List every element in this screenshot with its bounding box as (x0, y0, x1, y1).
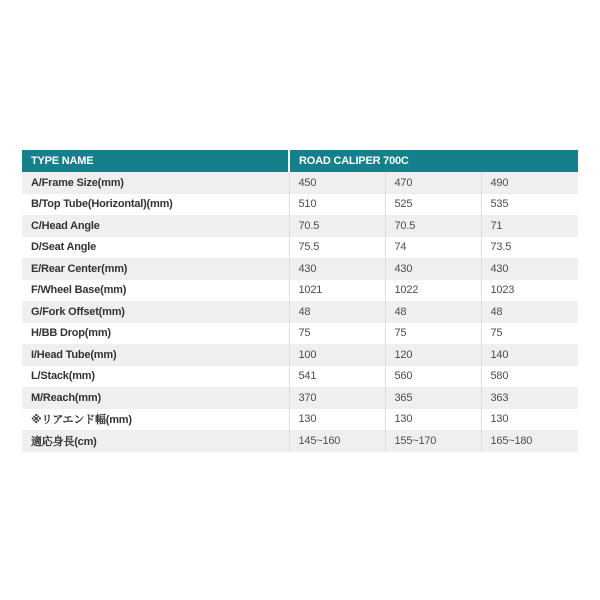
spec-table (22, 150, 578, 452)
spec-row (22, 344, 578, 366)
spec-row (22, 280, 578, 302)
spec-cell-value: 370 (289, 387, 385, 409)
spec-row-label: ※リアエンド幅(mm) (22, 409, 289, 431)
spec-row-label: F/Wheel Base(mm) (22, 280, 289, 302)
spec-cell-value: 470 (385, 172, 481, 194)
spec-row (22, 366, 578, 388)
spec-cell-value: 48 (481, 301, 578, 323)
spec-cell-value: 74 (385, 237, 481, 259)
spec-cell-value: 430 (481, 258, 578, 280)
spec-cell-value: 120 (385, 344, 481, 366)
spec-row-label: B/Top Tube(Horizontal)(mm) (22, 194, 289, 216)
spec-cell-value: 430 (385, 258, 481, 280)
spec-row (22, 409, 578, 431)
spec-cell-value: 70.5 (289, 215, 385, 237)
spec-row-label: C/Head Angle (22, 215, 289, 237)
header-cell-type-name: TYPE NAME (22, 150, 289, 172)
spec-row-label: A/Frame Size(mm) (22, 172, 289, 194)
spec-row-label: L/Stack(mm) (22, 366, 289, 388)
spec-cell-value: 75 (385, 323, 481, 345)
spec-cell-value: 365 (385, 387, 481, 409)
spec-row (22, 430, 578, 452)
spec-row (22, 323, 578, 345)
spec-cell-value: 430 (289, 258, 385, 280)
spec-row-label: G/Fork Offset(mm) (22, 301, 289, 323)
spec-cell-value: 100 (289, 344, 385, 366)
spec-cell-value: 165~180 (481, 430, 578, 452)
spec-cell-value: 560 (385, 366, 481, 388)
spec-cell-value: 130 (289, 409, 385, 431)
spec-table-head (22, 150, 578, 172)
spec-row (22, 194, 578, 216)
spec-cell-value: 510 (289, 194, 385, 216)
spec-row (22, 301, 578, 323)
spec-cell-value: 140 (481, 344, 578, 366)
spec-cell-value: 1023 (481, 280, 578, 302)
spec-cell-value: 130 (385, 409, 481, 431)
spec-cell-value: 75 (481, 323, 578, 345)
spec-row-label: M/Reach(mm) (22, 387, 289, 409)
spec-row-label: 適応身長(cm) (22, 430, 289, 452)
spec-cell-value: 75 (289, 323, 385, 345)
spec-row (22, 237, 578, 259)
spec-cell-value: 535 (481, 194, 578, 216)
spec-row (22, 215, 578, 237)
spec-row-label: H/BB Drop(mm) (22, 323, 289, 345)
spec-cell-value: 541 (289, 366, 385, 388)
spec-header-row (22, 150, 578, 172)
header-cell-model: ROAD CALIPER 700C (289, 150, 578, 172)
spec-cell-value: 1022 (385, 280, 481, 302)
spec-row-label: D/Seat Angle (22, 237, 289, 259)
spec-cell-value: 48 (289, 301, 385, 323)
spec-row (22, 172, 578, 194)
spec-row-label: I/Head Tube(mm) (22, 344, 289, 366)
spec-cell-value: 75.5 (289, 237, 385, 259)
spec-row (22, 258, 578, 280)
spec-cell-value: 70.5 (385, 215, 481, 237)
spec-row-label: E/Rear Center(mm) (22, 258, 289, 280)
spec-cell-value: 130 (481, 409, 578, 431)
spec-cell-value: 145~160 (289, 430, 385, 452)
spec-row (22, 387, 578, 409)
spec-cell-value: 155~170 (385, 430, 481, 452)
spec-cell-value: 363 (481, 387, 578, 409)
spec-cell-value: 450 (289, 172, 385, 194)
spec-cell-value: 1021 (289, 280, 385, 302)
spec-cell-value: 48 (385, 301, 481, 323)
spec-cell-value: 490 (481, 172, 578, 194)
spec-table-body (22, 172, 578, 452)
spec-cell-value: 71 (481, 215, 578, 237)
spec-cell-value: 580 (481, 366, 578, 388)
spec-cell-value: 525 (385, 194, 481, 216)
spec-cell-value: 73.5 (481, 237, 578, 259)
